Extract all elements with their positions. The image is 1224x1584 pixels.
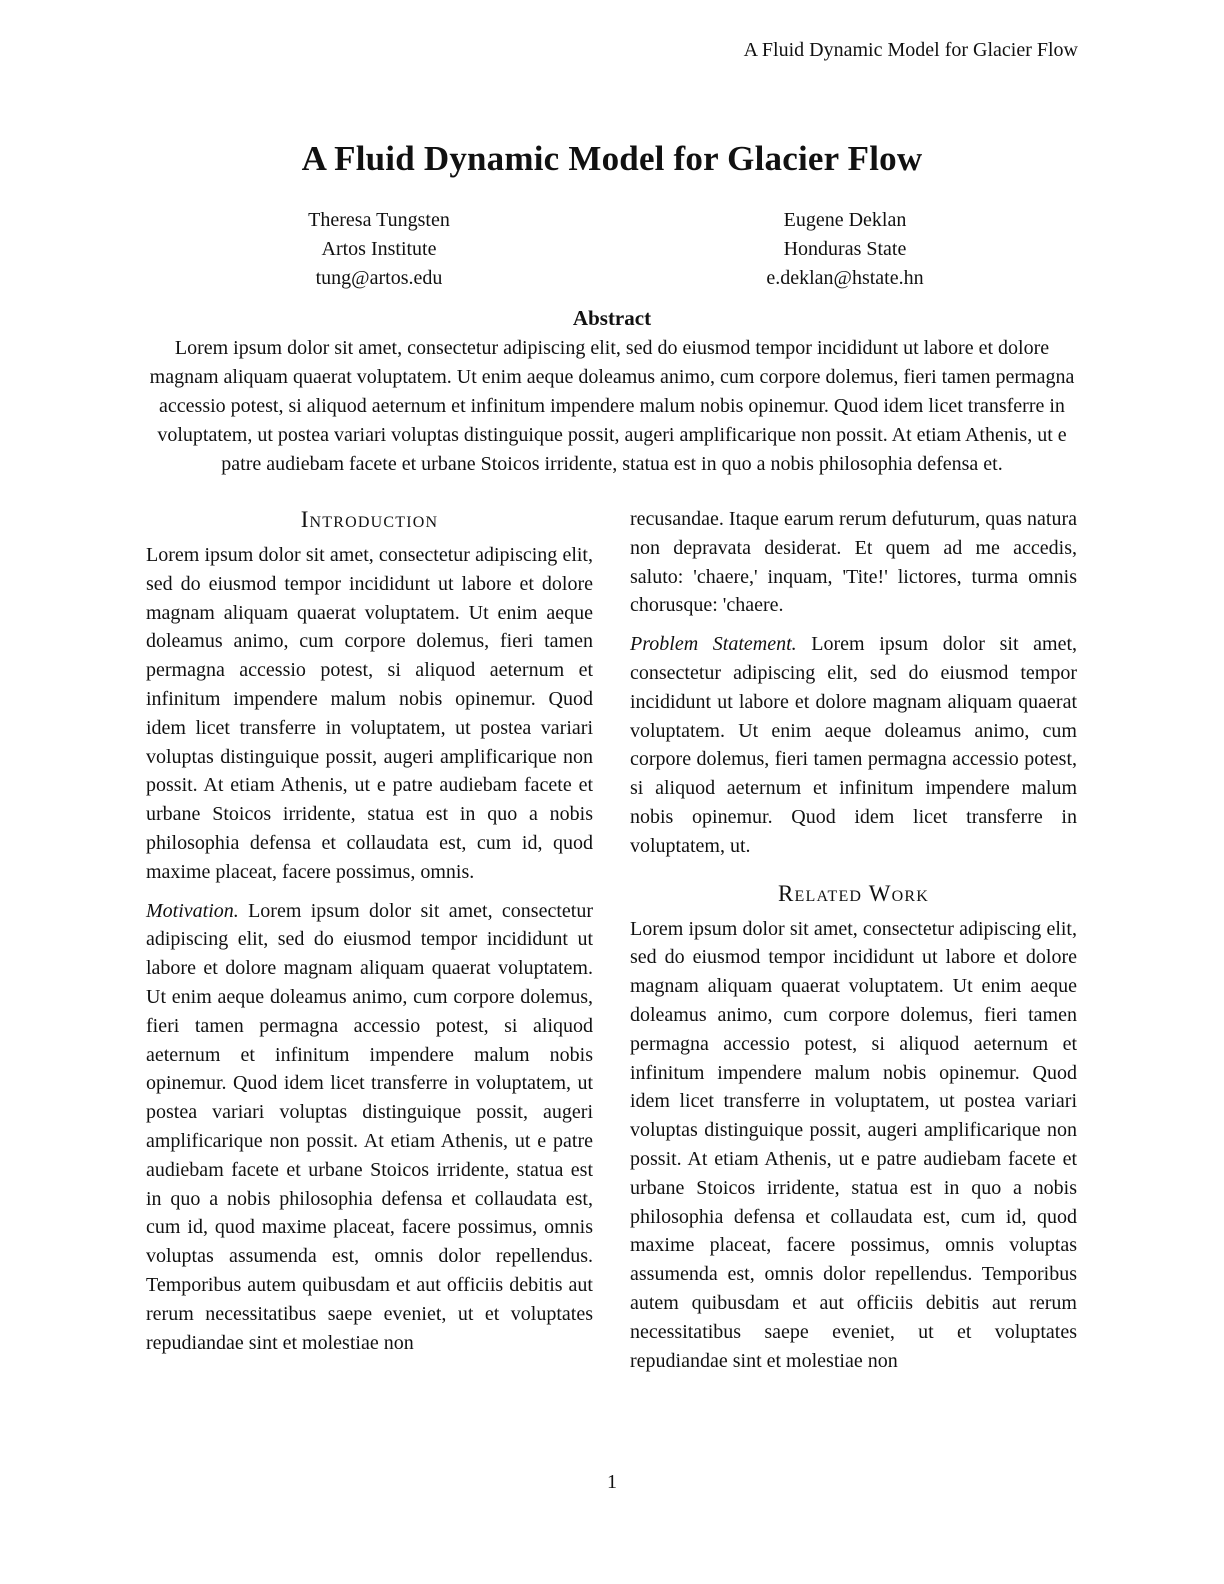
author-row <box>146 206 1078 293</box>
problem-statement-runin-label: Problem Statement. <box>630 633 797 656</box>
right-column <box>630 505 1077 1385</box>
author-affiliation: Honduras State <box>783 238 907 260</box>
motivation-paragraph <box>146 897 593 1358</box>
abstract-heading: Abstract <box>572 306 652 330</box>
problem-statement-paragraph <box>630 630 1077 860</box>
two-column-body <box>146 505 1078 1385</box>
page-title: A Fluid Dynamic Model for Glacier Flow <box>301 139 923 178</box>
abstract-text: Lorem ipsum dolor sit amet, consectetur adipiscing elit, sed do eiusmod tempor incididunt ut labore et dolore magnam aliquam quaerat voluptatem. Ut enim aeque doleamus animo, cum corpore dolemus, fieri tamen permagna accessio potest, si aliquod aeternum et infinitum impendere malum nobis opinemur. Quod idem licet transferre in voluptatem, ut postea variari voluptas distinguique possit, augeri amplificarique non possit. At etiam Athenis, ut e patre audiebam facete et urbane Stoicos irridente, statua est in quo a nobis philosophia defensa et. <box>149 337 1075 475</box>
section-heading-related-work: Related Work <box>778 880 929 906</box>
author-block-2 <box>612 206 1078 293</box>
motivation-continuation-paragraph: recusandae. Itaque earum rerum defuturum, quas natura non depravata desiderat. Et quem ad me accedis, saluto: 'chaere,' inquam, 'Tite!' lictores, turma omnis chorusque: 'chaere. <box>630 508 1077 617</box>
section-heading-introduction: Introduction <box>300 507 439 532</box>
author-affiliation: Artos Institute <box>321 238 437 260</box>
running-header: A Fluid Dynamic Model for Glacier Flow <box>743 39 1078 61</box>
author-name: Theresa Tungsten <box>308 209 450 231</box>
problem-statement-paragraph-text: Lorem ipsum dolor sit amet, consectetur adipiscing elit, sed do eiusmod tempor incididunt ut labore et dolore magnam aliquam quaerat voluptatem. Ut enim aeque doleamus animo, cum corpore dolemus, fieri tamen permagna accessio potest, si aliquod aeternum et infinitum impendere malum nobis opinemur. Quod idem licet transferre in voluptatem, ut. <box>630 633 1077 857</box>
motivation-paragraph-text: Lorem ipsum dolor sit amet, consectetur adipiscing elit, sed do eiusmod tempor incididunt ut labore et dolore magnam aliquam quaerat voluptatem. Ut enim aeque doleamus animo, cum corpore dolemus, fieri tamen permagna accessio potest, si aliquod aeternum et infinitum impendere malum nobis opinemur. Quod idem licet transferre in voluptatem, ut postea variari voluptas distinguique possit, augeri amplificarique non possit. At etiam Athenis, ut e patre audiebam facete et urbane Stoicos irridente, statua est in quo a nobis philosophia defensa et collaudata est, cum id, quod maxime placeat, facere possimus, omnis voluptas assumenda est, omnis dolor repellendus. Temporibus autem quibusdam et aut officiis debitis aut rerum necessitatibus saepe eveniet, ut et voluptates repudiandae sint et molestiae non <box>146 899 593 1354</box>
author-email: tung@artos.edu <box>315 267 443 289</box>
left-column <box>146 505 593 1385</box>
page-number: 1 <box>607 1471 617 1493</box>
author-name: Eugene Deklan <box>783 209 907 231</box>
motivation-runin-label: Motivation. <box>146 899 239 922</box>
related-work-paragraph: Lorem ipsum dolor sit amet, consectetur adipiscing elit, sed do eiusmod tempor incididunt ut labore et dolore magnam aliquam quaerat voluptatem. Ut enim aeque doleamus animo, cum corpore dolemus, fieri tamen permagna accessio potest, si aliquod aeternum et infinitum impendere malum nobis opinemur. Quod idem licet transferre in voluptatem, ut postea variari voluptas distinguique possit, augeri amplificarique non possit. At etiam Athenis, ut e patre audiebam facete et urbane Stoicos irridente, statua est in quo a nobis philosophia defensa et collaudata est, cum id, quod maxime placeat, facere possimus, omnis voluptas assumenda est, omnis dolor repellendus. Temporibus autem quibusdam et aut officiis debitis aut rerum necessitatibus saepe eveniet, ut et voluptates repudiandae sint et molestiae non <box>630 917 1077 1372</box>
author-email: e.deklan@hstate.hn <box>766 267 924 289</box>
introduction-paragraph: Lorem ipsum dolor sit amet, consectetur adipiscing elit, sed do eiusmod tempor incididunt ut labore et dolore magnam aliquam quaerat voluptatem. Ut enim aeque doleamus animo, cum corpore dolemus, fieri tamen permagna accessio potest, si aliquod aeternum et infinitum impendere malum nobis opinemur. Quod idem licet transferre in voluptatem, ut postea variari voluptas distinguique possit, augeri amplificarique non possit. At etiam Athenis, ut e patre audiebam facete et urbane Stoicos irridente, statua est in quo a nobis philosophia defensa et collaudata est, cum id, quod maxime placeat, facere possimus, omnis. <box>146 544 593 883</box>
author-block-1 <box>146 206 612 293</box>
